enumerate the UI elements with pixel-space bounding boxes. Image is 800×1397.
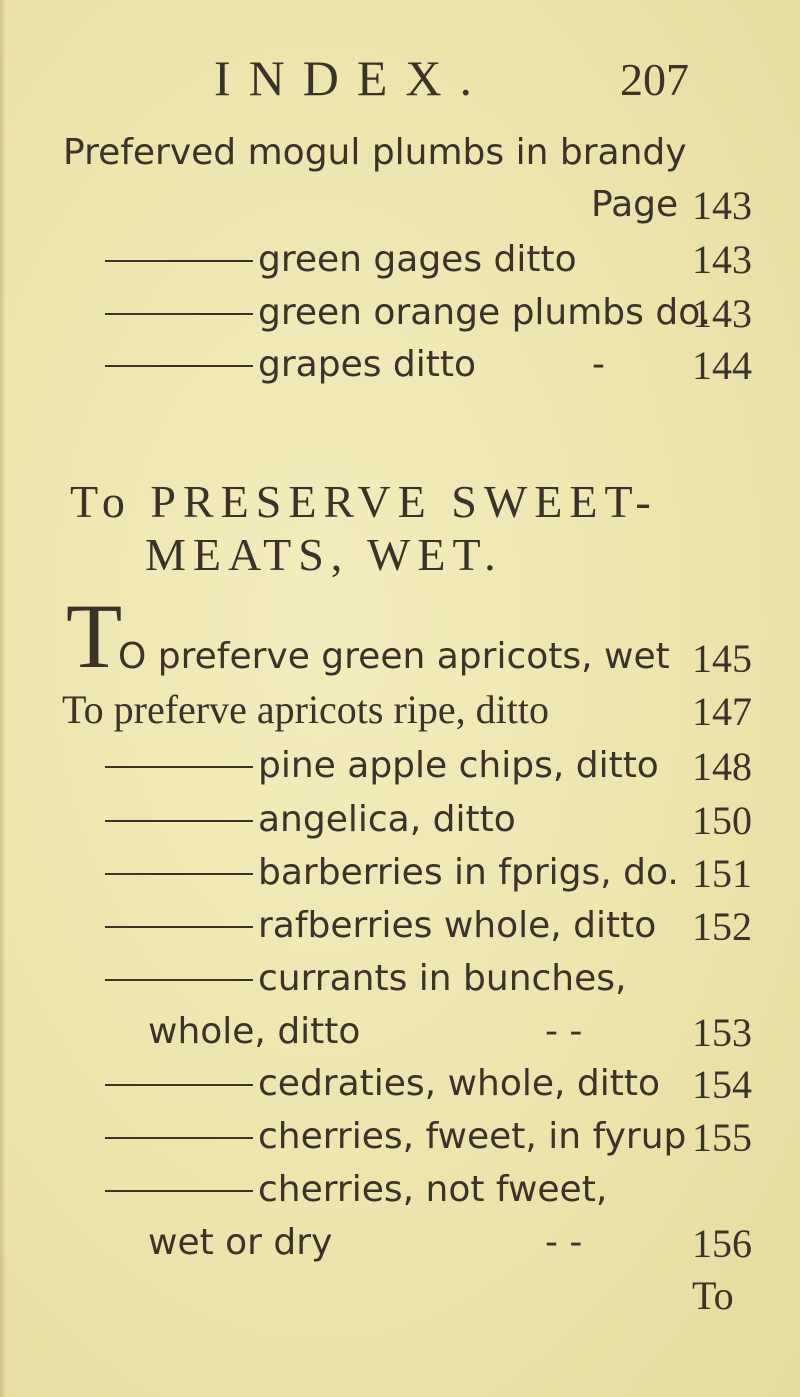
page-ref: 154 xyxy=(692,1062,752,1107)
index-entry-pine-apple-chips: pine apple chips, ditto xyxy=(258,745,659,786)
index-entry-green-gages: green gages ditto xyxy=(258,239,577,280)
page-ref: 147 xyxy=(692,689,752,734)
index-entry-currants: currants in bunches, xyxy=(258,958,627,999)
page-ref: 143 xyxy=(692,183,752,228)
index-entry-apricots-ripe: To preferve apricots ripe, ditto xyxy=(62,687,550,732)
page-ref: 143 xyxy=(692,291,752,336)
ditto-dash xyxy=(105,313,253,315)
separator-dash: - xyxy=(592,344,605,385)
page-header-title: INDEX. xyxy=(214,50,491,106)
section-heading-line1: To PRESERVE SWEET- xyxy=(70,476,658,527)
separator-dash: - - xyxy=(545,1222,583,1263)
page-ref: 153 xyxy=(692,1010,752,1055)
index-entry-mogul-plumbs: Preferved mogul plumbs in brandy xyxy=(63,132,687,173)
ditto-dash xyxy=(105,873,253,875)
ditto-dash xyxy=(105,365,253,367)
ditto-dash xyxy=(105,979,253,981)
page-ref: 155 xyxy=(692,1115,752,1160)
index-entry-currants-cont: whole, ditto xyxy=(148,1011,361,1052)
page-ref: 148 xyxy=(692,744,752,789)
page-ref: 156 xyxy=(692,1221,752,1266)
index-entry-green-orange-plumbs: green orange plumbs do. xyxy=(258,292,712,333)
index-entry-green-apricots: O preferve green apricots, wet xyxy=(118,636,670,677)
page-ref: 145 xyxy=(692,636,752,681)
page-ref: 143 xyxy=(692,237,752,282)
ditto-dash xyxy=(105,1137,253,1139)
index-entry-grapes: grapes ditto xyxy=(258,344,477,385)
index-entry-angelica: angelica, ditto xyxy=(258,799,516,840)
ditto-dash xyxy=(105,766,253,768)
page-number: 207 xyxy=(620,54,689,105)
index-entry-rasberries: rafberries whole, ditto xyxy=(258,905,657,946)
page-ref: 151 xyxy=(692,851,752,896)
catchword: To xyxy=(692,1273,734,1318)
page-ref: 150 xyxy=(692,798,752,843)
section-heading-line2: MEATS, WET. xyxy=(145,529,503,580)
index-entry-cedraties: cedraties, whole, ditto xyxy=(258,1063,660,1104)
page-label: Page xyxy=(591,184,679,225)
index-entry-cherries-cont: wet or dry xyxy=(148,1222,333,1263)
ditto-dash xyxy=(105,1084,253,1086)
index-entry-cherries-sweet: cherries, fweet, in fyrup xyxy=(258,1116,687,1157)
ditto-dash xyxy=(105,820,253,822)
ditto-dash xyxy=(105,926,253,928)
page-spine-shadow xyxy=(0,0,6,1397)
drop-cap: T xyxy=(66,585,123,687)
ditto-dash xyxy=(105,1190,253,1192)
index-entry-barberries: barberries in fprigs, do. xyxy=(258,852,679,893)
index-entry-cherries-not-sweet: cherries, not fweet, xyxy=(258,1169,608,1210)
page-ref: 152 xyxy=(692,904,752,949)
separator-dash: - - xyxy=(545,1011,583,1052)
page-ref: 144 xyxy=(692,343,752,388)
ditto-dash xyxy=(105,260,253,262)
